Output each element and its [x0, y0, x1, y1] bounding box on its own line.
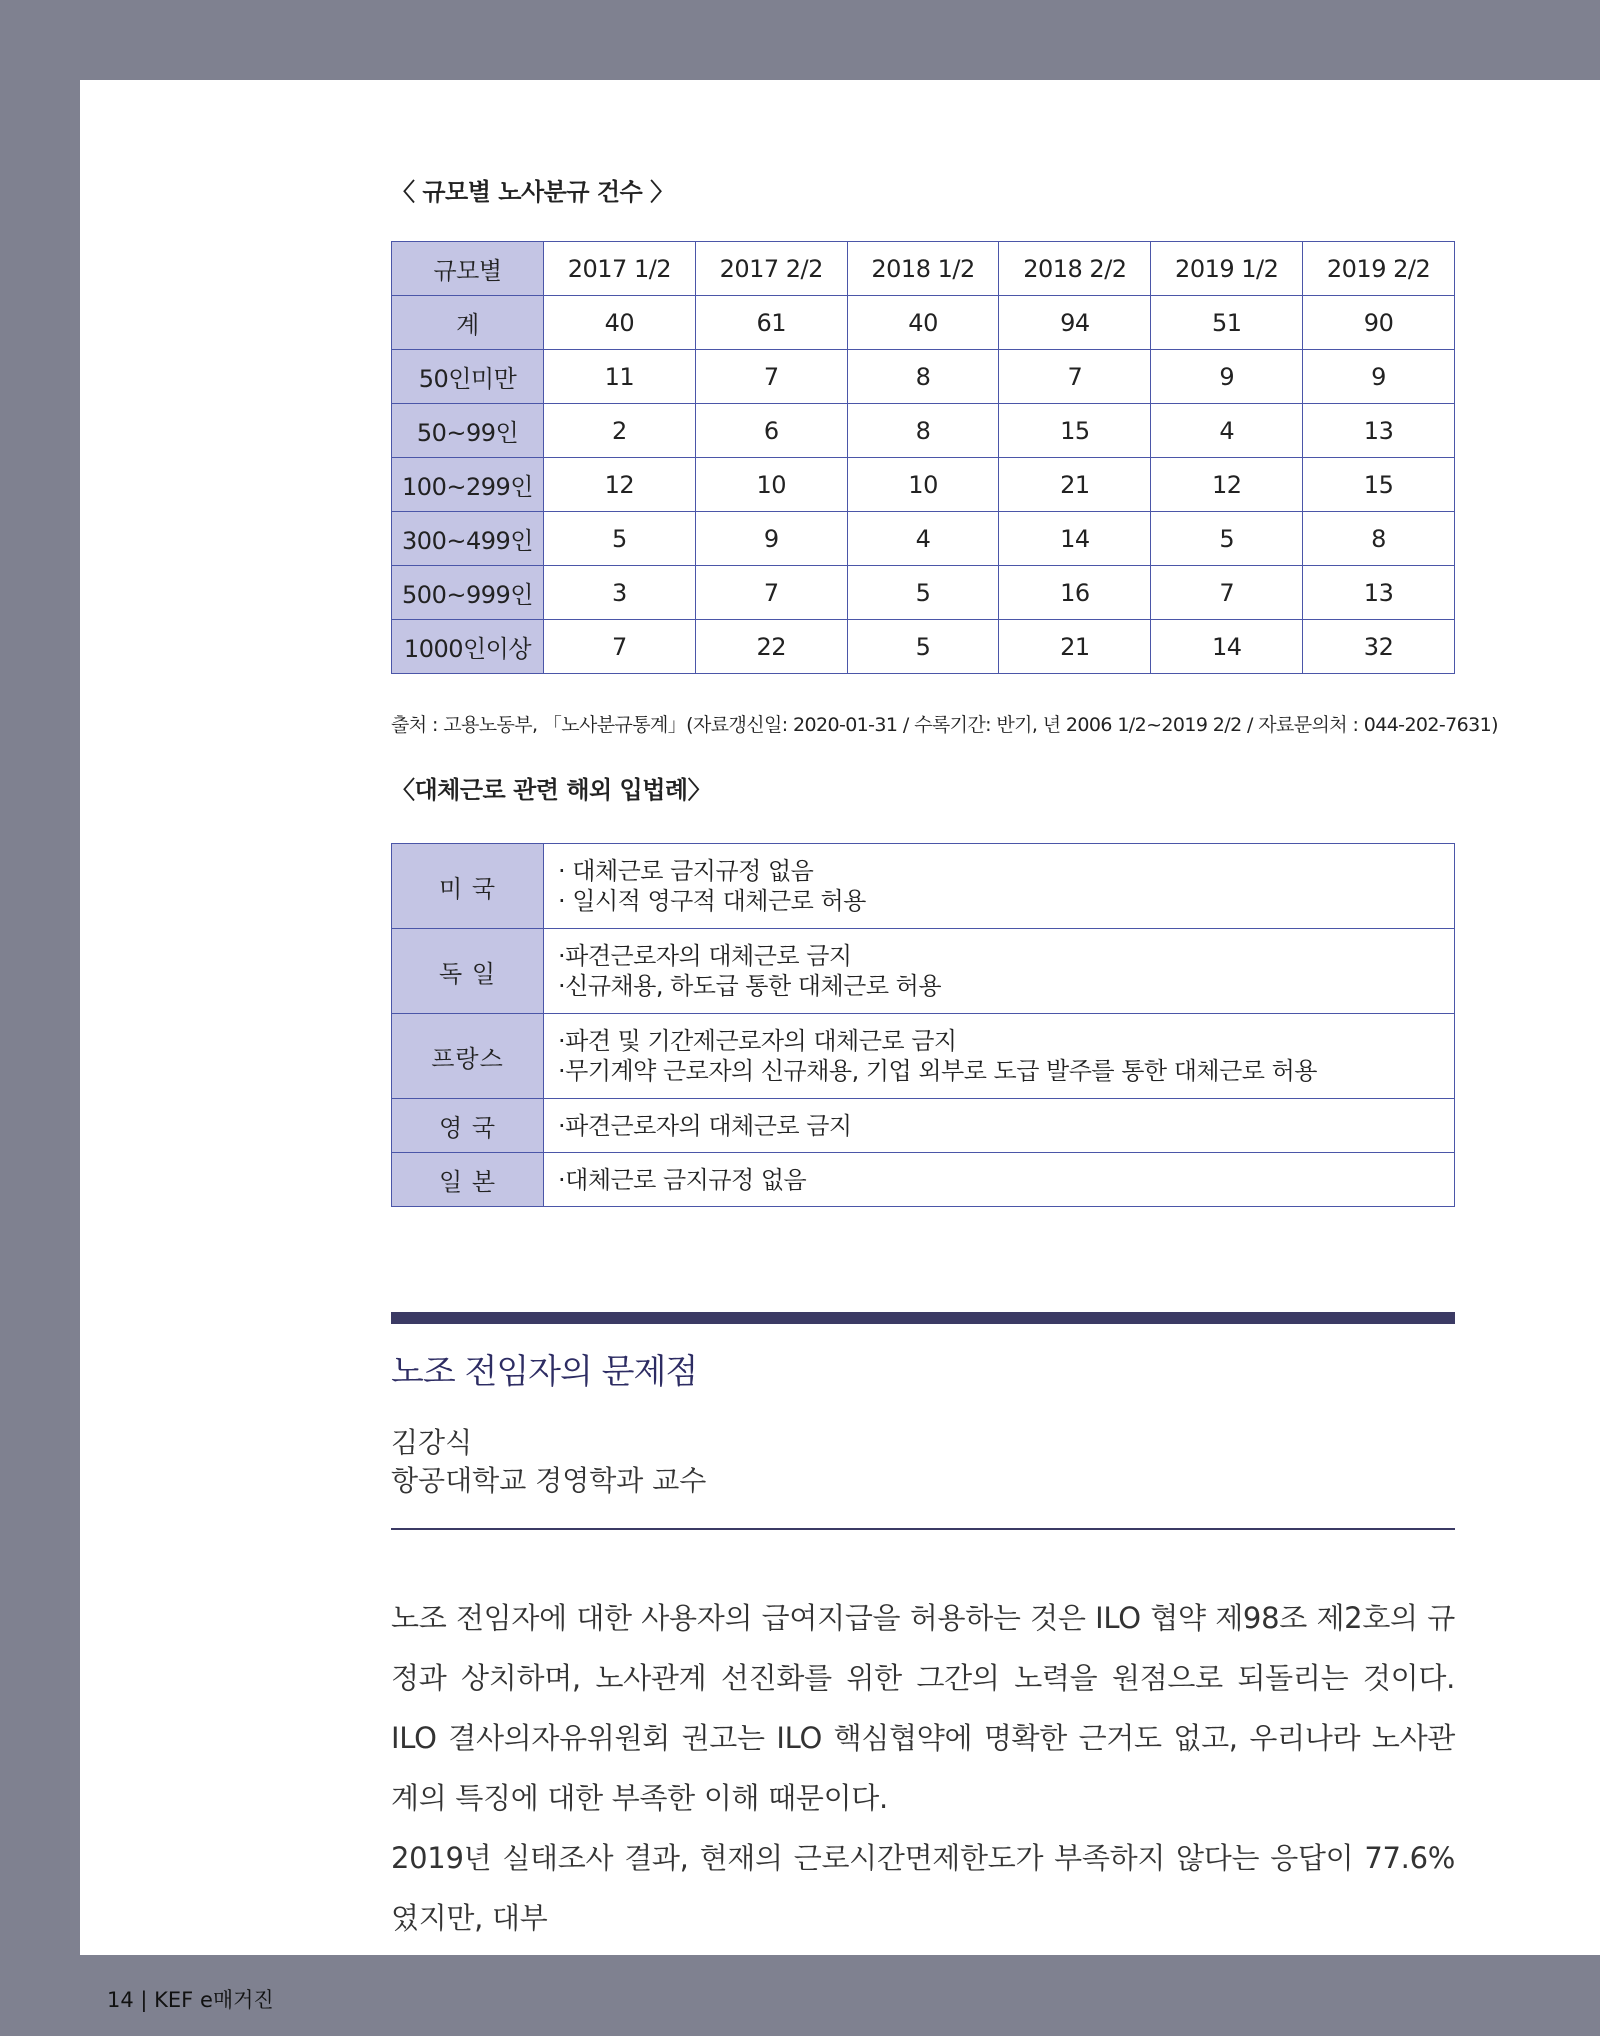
- row-label: 50인미만: [392, 350, 544, 404]
- row-label: 100~299인: [392, 458, 544, 512]
- article-body: [391, 1588, 1455, 1948]
- table-cell: 7: [695, 350, 847, 404]
- table-cell: 40: [544, 296, 696, 350]
- table-cell: 10: [847, 458, 999, 512]
- table-row: [392, 1099, 1455, 1153]
- law-line: ·파견근로자의 대체근로 금지: [558, 942, 852, 970]
- row-label: 1000인이상: [392, 620, 544, 674]
- body-paragraph: 2019년 실태조사 결과, 현재의 근로시간면제한도가 부족하지 않다는 응답이 77.6%였지만, 대부: [391, 1841, 1455, 1935]
- table-row: [392, 1014, 1455, 1099]
- table-cell: 5: [544, 512, 696, 566]
- row-label: 300~499인: [392, 512, 544, 566]
- author-block: [391, 1424, 706, 1500]
- page: [80, 80, 1600, 1955]
- table-cell: 9: [1151, 350, 1303, 404]
- table-cell: 13: [1303, 566, 1455, 620]
- law-description: [544, 844, 1455, 929]
- table-cell: 9: [1303, 350, 1455, 404]
- section-divider-bar: [391, 1312, 1455, 1324]
- table-cell: 7: [695, 566, 847, 620]
- table-cell: 21: [999, 620, 1151, 674]
- country-label: 미 국: [392, 844, 544, 929]
- table-cell: 90: [1303, 296, 1455, 350]
- row-label: 50~99인: [392, 404, 544, 458]
- table-row: [392, 620, 1455, 674]
- table-cell: 14: [999, 512, 1151, 566]
- table-cell: 15: [999, 404, 1151, 458]
- table-row: [392, 844, 1455, 929]
- author-divider: [391, 1528, 1455, 1530]
- header-cell: 2019 2/2: [1303, 242, 1455, 296]
- table-cell: 61: [695, 296, 847, 350]
- table-cell: 2: [544, 404, 696, 458]
- row-label: 계: [392, 296, 544, 350]
- table-row: [392, 929, 1455, 1014]
- table-cell: 5: [847, 620, 999, 674]
- table-cell: 6: [695, 404, 847, 458]
- table-row: [392, 458, 1455, 512]
- table-row: [392, 512, 1455, 566]
- header-cell: 2018 2/2: [999, 242, 1151, 296]
- law-line: · 일시적 영구적 대체근로 허용: [558, 887, 866, 915]
- law-line: ·파견근로자의 대체근로 금지: [558, 1111, 852, 1140]
- table-row: [392, 1153, 1455, 1207]
- table-cell: 13: [1303, 404, 1455, 458]
- header-cell: 2018 1/2: [847, 242, 999, 296]
- table-cell: 12: [1151, 458, 1303, 512]
- author-name: 김강식: [391, 1426, 473, 1459]
- table-cell: 7: [1151, 566, 1303, 620]
- law-table-caption: 〈대체근로 관련 해외 입법례〉: [391, 776, 712, 804]
- table-cell: 7: [544, 620, 696, 674]
- law-description: [544, 1099, 1455, 1153]
- table-cell: 5: [847, 566, 999, 620]
- header-cell: 규모별: [392, 242, 544, 296]
- table-header-row: [392, 242, 1455, 296]
- country-label: 일 본: [392, 1153, 544, 1207]
- table-cell: 8: [847, 404, 999, 458]
- table-row: [392, 350, 1455, 404]
- size-dispute-table: [391, 241, 1455, 674]
- size-table-caption: 〈 규모별 노사분규 건수 〉: [391, 178, 674, 206]
- page-footer: 14 | KEF e매거진: [107, 1988, 274, 2012]
- law-line: ·대체근로 금지규정 없음: [558, 1165, 807, 1194]
- table-cell: 9: [695, 512, 847, 566]
- table-cell: 11: [544, 350, 696, 404]
- row-label: 500~999인: [392, 566, 544, 620]
- substitute-labor-law-table: [391, 843, 1455, 1207]
- table-row: [392, 404, 1455, 458]
- law-line: ·무기계약 근로자의 신규채용, 기업 외부로 도급 발주를 통한 대체근로 허용: [558, 1057, 1317, 1085]
- law-line: ·신규채용, 하도급 통한 대체근로 허용: [558, 972, 942, 1000]
- table-cell: 16: [999, 566, 1151, 620]
- header-cell: 2017 2/2: [695, 242, 847, 296]
- law-description: [544, 1153, 1455, 1207]
- law-line: · 대체근로 금지규정 없음: [558, 857, 814, 885]
- body-paragraph: 노조 전임자에 대한 사용자의 급여지급을 허용하는 것은 ILO 협약 제98조 제2호의 규정과 상치하며, 노사관계 선진화를 위한 그간의 노력을 원점으로 되돌리는 것이다. ILO 결사의자유위원회 권고는 ILO 핵심협약에 명확한 근거도 없고, 우리나라 노사관계의 특징에 대한 부족한 이해 때문이다.: [391, 1601, 1455, 1815]
- header-cell: 2019 1/2: [1151, 242, 1303, 296]
- table-cell: 3: [544, 566, 696, 620]
- header-cell: 2017 1/2: [544, 242, 696, 296]
- table-cell: 8: [1303, 512, 1455, 566]
- table-cell: 22: [695, 620, 847, 674]
- table-row: [392, 296, 1455, 350]
- table-cell: 40: [847, 296, 999, 350]
- table-row: [392, 566, 1455, 620]
- table-cell: 51: [1151, 296, 1303, 350]
- table-cell: 15: [1303, 458, 1455, 512]
- table-cell: 94: [999, 296, 1151, 350]
- table-cell: 8: [847, 350, 999, 404]
- table-cell: 21: [999, 458, 1151, 512]
- law-description: [544, 929, 1455, 1014]
- table-cell: 5: [1151, 512, 1303, 566]
- table-cell: 4: [1151, 404, 1303, 458]
- law-line: ·파견 및 기간제근로자의 대체근로 금지: [558, 1027, 957, 1055]
- article-title: 노조 전임자의 문제점: [391, 1352, 698, 1392]
- country-label: 프랑스: [392, 1014, 544, 1099]
- law-description: [544, 1014, 1455, 1099]
- table-source-note: 출처 : 고용노동부, 「노사분규통계」(자료갱신일: 2020-01-31 / 수록기간: 반기, 년 2006 1/2~2019 2/2 / 자료문의처 : 044-202-7631): [391, 714, 1498, 736]
- table-cell: 10: [695, 458, 847, 512]
- table-cell: 7: [999, 350, 1151, 404]
- table-cell: 14: [1151, 620, 1303, 674]
- country-label: 독 일: [392, 929, 544, 1014]
- author-affiliation: 항공대학교 경영학과 교수: [391, 1464, 707, 1497]
- table-cell: 4: [847, 512, 999, 566]
- country-label: 영 국: [392, 1099, 544, 1153]
- table-cell: 32: [1303, 620, 1455, 674]
- table-cell: 12: [544, 458, 696, 512]
